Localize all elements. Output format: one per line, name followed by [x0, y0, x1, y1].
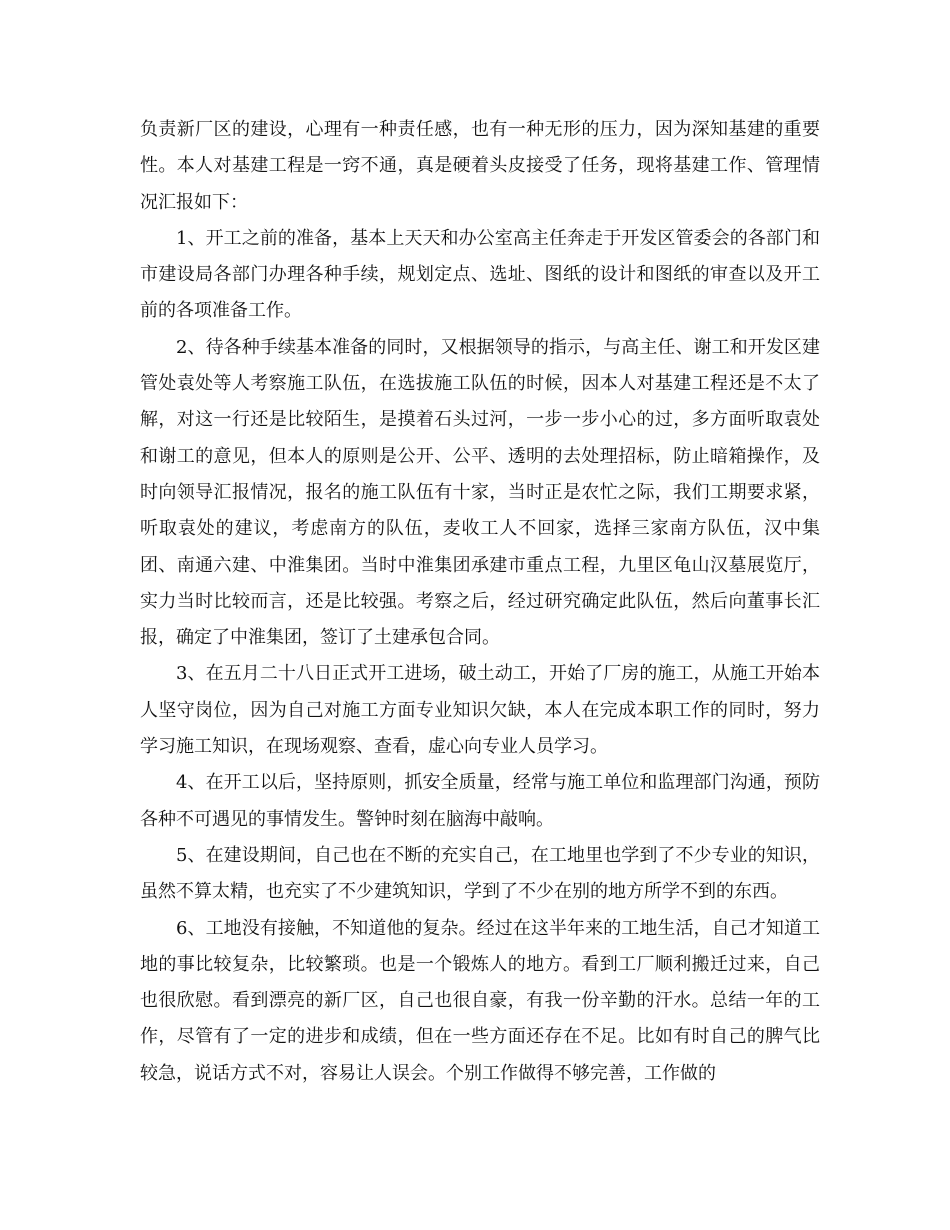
paragraph-item-3: 3、在五月二十八日正式开工进场，破土动工，开始了厂房的施工，从施工开始本人坚守岗位，因为自己对施工方面专业知识欠缺，本人在完成本职工作的同时，努力学习施工知识，在现场观察、查看，虚心向专业人员学习。 — [140, 663, 820, 758]
paragraph-item-5: 5、在建设期间，自己也在不断的充实自己，在工地里也学到了不少专业的知识，虽然不算太精，也充实了不少建筑知识，学到了不少在别的地方所学不到的东西。 — [140, 844, 820, 903]
paragraph-item-2: 2、待各种手续基本准备的同时，又根据领导的指示，与高主任、谢工和开发区建管处袁处等人考察施工队伍，在选拔施工队伍的时候，因本人对基建工程还是不太了解，对这一行还是比较陌生，是摸着石头过河，一步一步小心的过，多方面听取袁处和谢工的意见，但本人的原则是公开、公平、透明的去处理招标，防止暗箱操作，及时向领导汇报情况，报名的施工队伍有十家，当时正是农忙之际，我们工期要求紧，听取袁处的建议，考虑南方的队伍，麦收工人不回家，选择三家南方队伍，汉中集团、南通六建、中淮集团。当时中淮集团承建市重点工程，九里区龟山汉墓展览厅，实力当时比较而言，还是比较强。考察之后，经过研究确定此队伍，然后向董事长汇报，确定了中淮集团，签订了土建承包合同。 — [140, 336, 820, 649]
paragraph-item-1: 1、开工之前的准备，基本上天天和办公室高主任奔走于开发区管委会的各部门和市建设局各部门办理各种手续，规划定点、选址、图纸的设计和图纸的审查以及开工前的各项准备工作。 — [140, 227, 820, 322]
paragraph-item-4: 4、在开工以后，坚持原则，抓安全质量，经常与施工单位和监理部门沟通，预防各种不可遇见的事情发生。警钟时刻在脑海中敲响。 — [140, 772, 820, 830]
paragraph-intro: 负责新厂区的建设，心理有一种责任感，也有一种无形的压力，因为深知基建的重要性。本人对基建工程是一窍不通，真是硬着头皮接受了任务，现将基建工作、管理情况汇报如下： — [140, 119, 820, 213]
document-page — [140, 112, 820, 1092]
paragraph-item-6: 6、工地没有接触，不知道他的复杂。经过在这半年来的工地生活，自己才知道工地的事比较复杂，比较繁琐。也是一个锻炼人的地方。看到工厂顺利搬迁过来，自己也很欣慰。看到漂亮的新厂区，自己也很自豪，有我一份辛勤的汗水。总结一年的工作，尽管有了一定的进步和成绩，但在一些方面还存在不足。比如有时自己的脾气比较急，说话方式不对，容易让人误会。个别工作做得不够完善，工作做的 — [140, 917, 820, 1084]
